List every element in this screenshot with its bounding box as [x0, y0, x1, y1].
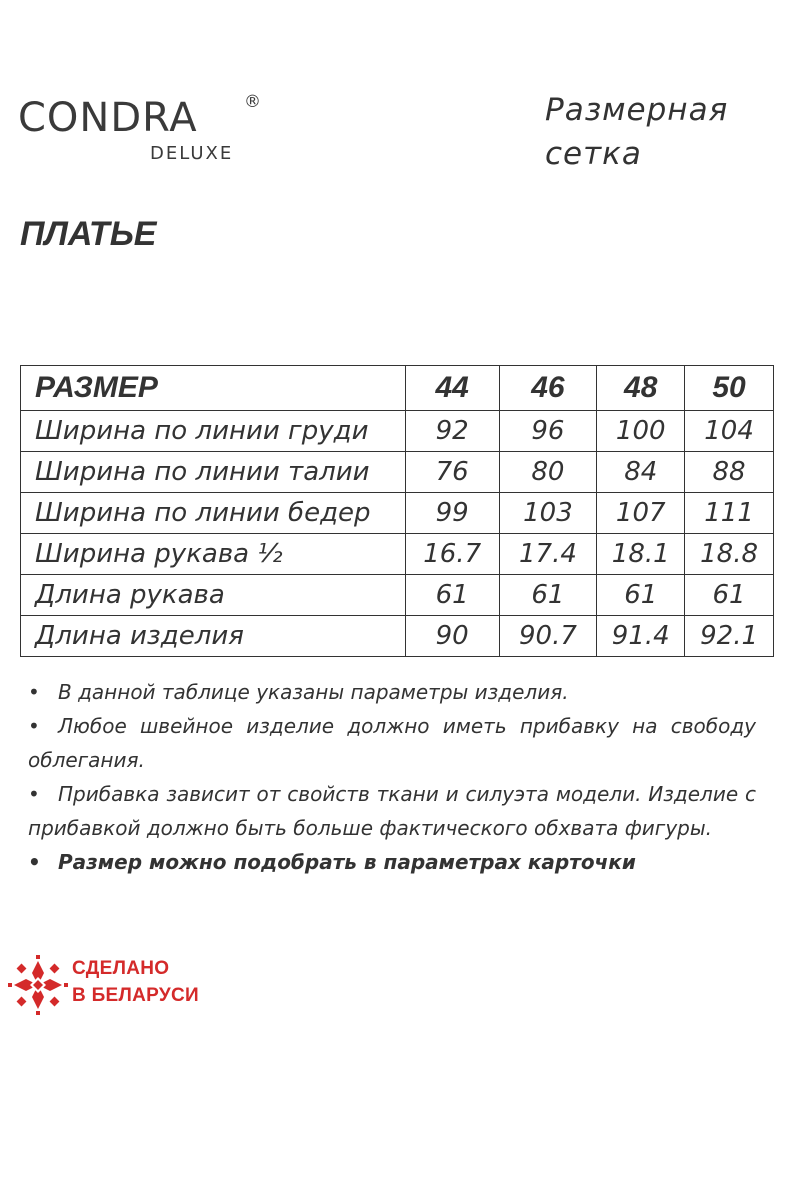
table-cell: 76: [405, 452, 499, 493]
bullet-icon: •: [28, 850, 41, 874]
notes-list: [28, 675, 756, 879]
table-cell: 61: [405, 575, 499, 616]
note-item: [28, 675, 756, 709]
table-row: [21, 575, 774, 616]
table-row: [21, 452, 774, 493]
table-cell: 107: [597, 493, 685, 534]
table-cell: 92.1: [685, 616, 774, 657]
table-cell: 84: [597, 452, 685, 493]
table-cell: 16.7: [405, 534, 499, 575]
note-text: Прибавка зависит от свойств ткани и силуэта модели. Изделие с прибавкой должно быть больше фактического обхвата фигуры.: [28, 782, 756, 840]
row-label: Ширина по линии талии: [21, 452, 406, 493]
table-cell: 100: [597, 411, 685, 452]
made-in-line1: СДЕЛАНО: [72, 958, 170, 979]
size-header-cell: 50: [685, 366, 774, 411]
size-header-cell: 44: [405, 366, 499, 411]
table-cell: 61: [685, 575, 774, 616]
size-table-header-row: [21, 366, 774, 411]
bullet-icon: •: [28, 782, 40, 806]
bullet-icon: •: [28, 714, 40, 738]
size-header-label: РАЗМЕР: [21, 366, 406, 411]
product-title: ПЛАТЬЕ: [20, 215, 157, 253]
row-label: Длина изделия: [21, 616, 406, 657]
note-item-highlight: [28, 845, 756, 879]
brand-subtitle: DELUXE: [150, 143, 234, 164]
size-table: [20, 365, 774, 657]
bullet-icon: •: [28, 680, 40, 704]
note-item: [28, 709, 756, 777]
row-label: Ширина по линии груди: [21, 411, 406, 452]
note-text: В данной таблице указаны параметры изделия.: [58, 680, 569, 704]
table-cell: 80: [499, 452, 597, 493]
table-row: [21, 534, 774, 575]
table-cell: 99: [405, 493, 499, 534]
size-header-cell: 46: [499, 366, 597, 411]
table-cell: 103: [499, 493, 597, 534]
table-cell: 104: [685, 411, 774, 452]
belarus-ornament-icon: [8, 955, 68, 1015]
table-row: [21, 411, 774, 452]
note-item: [28, 777, 756, 845]
row-label: Ширина по линии бедер: [21, 493, 406, 534]
size-chart-title-line1: Размерная: [545, 92, 729, 128]
made-in-belarus-badge: [8, 955, 208, 1015]
table-cell: 61: [597, 575, 685, 616]
table-cell: 91.4: [597, 616, 685, 657]
note-text: Любое швейное изделие должно иметь прибавку на свободу облегания.: [28, 714, 756, 772]
table-cell: 18.8: [685, 534, 774, 575]
made-in-line2: В БЕЛАРУСИ: [72, 985, 200, 1006]
table-cell: 92: [405, 411, 499, 452]
row-label: Длина рукава: [21, 575, 406, 616]
table-cell: 111: [685, 493, 774, 534]
table-cell: 88: [685, 452, 774, 493]
brand-logo: [18, 92, 268, 164]
table-cell: 61: [499, 575, 597, 616]
table-row: [21, 493, 774, 534]
table-cell: 90: [405, 616, 499, 657]
row-label: Ширина рукава ½: [21, 534, 406, 575]
registered-mark: ®: [244, 92, 261, 112]
size-header-cell: 48: [597, 366, 685, 411]
table-cell: 18.1: [597, 534, 685, 575]
table-cell: 17.4: [499, 534, 597, 575]
made-in-text: [72, 955, 199, 1009]
table-cell: 96: [499, 411, 597, 452]
brand-name: CONDRA: [18, 95, 198, 141]
note-text: Размер можно подобрать в параметрах карточки: [58, 850, 636, 874]
table-cell: 90.7: [499, 616, 597, 657]
size-chart-title-line2: сетка: [545, 136, 642, 172]
table-row: [21, 616, 774, 657]
size-chart-title: [545, 88, 785, 176]
